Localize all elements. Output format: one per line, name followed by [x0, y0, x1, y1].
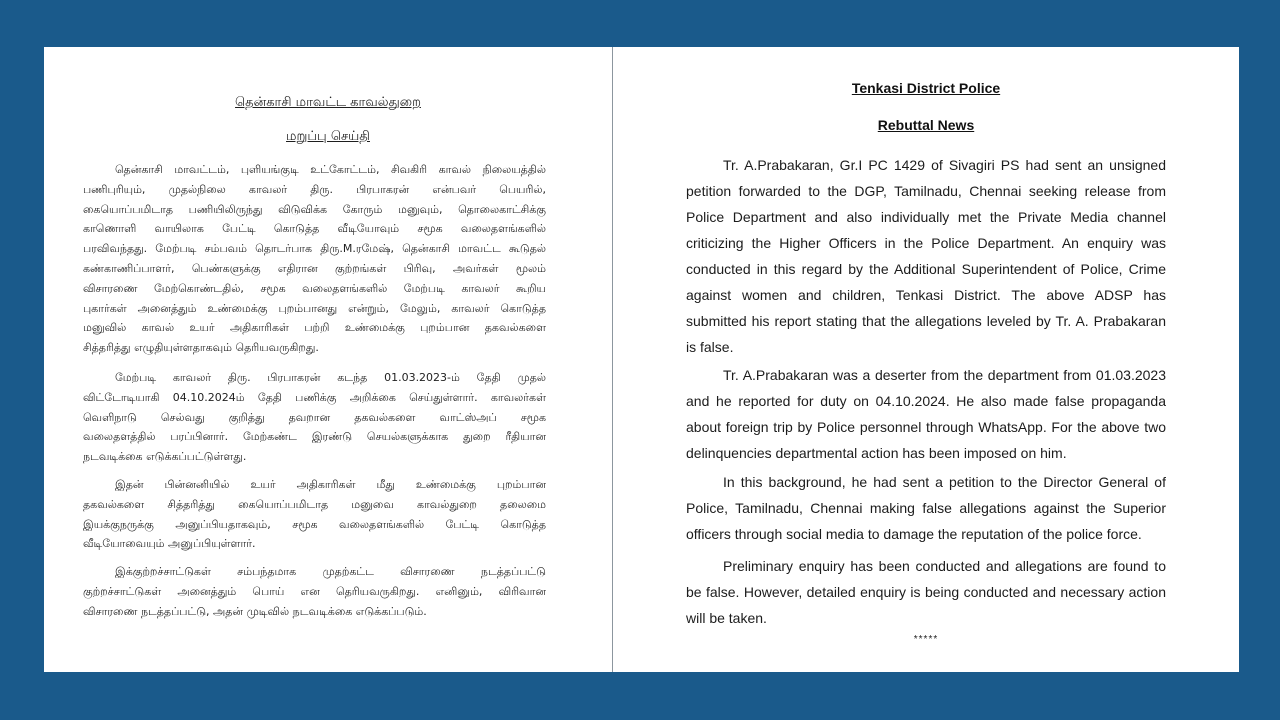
- english-document-page: [613, 47, 1239, 672]
- tamil-text-line: சித்தரித்து எழுதியுள்ளதாகவும் தெரியவருகிறது.: [83, 341, 319, 355]
- tamil-text-line: மேற்படி காவலர் திரு. பிரபாகரன் கடந்த 01.03.2023-ம் தேதி முதல்: [115, 370, 546, 384]
- english-document-subtitle: Rebuttal News: [877, 117, 975, 133]
- tamil-text-line: காணொளி வாயிலாக பேட்டி கொடுத்த வீடியோவும் சமூக வலைதளங்களில்: [83, 222, 546, 236]
- english-document-title: Tenkasi District Police: [851, 80, 1001, 96]
- tamil-paragraph: [83, 562, 546, 621]
- english-text-line: will be taken.: [686, 610, 767, 626]
- tamil-text-line: தகவல்களை சித்தரித்து கையொப்பமிடாத மனுவை காவல்துறை தலைமை: [83, 497, 546, 511]
- tamil-text-line: விசாரணை மேற்கொண்டதில், சமூக வலைதளங்களில் மேற்படி காவலர் கூறிய: [83, 281, 546, 295]
- english-text-line: conducted in this regard by the Additional Superintendent of Police, Crime: [686, 261, 1166, 277]
- tamil-text-line: நடவடிக்கை எடுக்கப்பட்டுள்ளது.: [83, 450, 247, 464]
- english-text-line: be false. However, detailed enquiry is being conducted and necessary action: [686, 584, 1166, 600]
- tamil-text-line: பணிபுரியும், முதல்நிலை காவலர் திரு. பிரபாகரன் என்பவர் பெயரில்,: [83, 182, 546, 196]
- tamil-text-line: இதன் பின்னனியில் உயர் அதிகாரிகள் மீது உண்மைக்கு புறம்பான: [115, 477, 546, 491]
- tamil-text-line: இயக்குநருக்கு அனுப்பியதாகவும், சமூக வலைதளங்களில் பேட்டி கொடுத்த: [83, 517, 546, 531]
- english-text-line: Preliminary enquiry has been conducted and allegations are found to: [723, 558, 1166, 574]
- english-text-line: Police Department and also individually met the Private Media channel: [686, 209, 1166, 225]
- english-text-line: about foreign trip by Police personnel through WhatsApp. For the above two: [686, 419, 1166, 435]
- english-text-line: petition forwarded to the DGP, Tamilnadu, Chennai seeking release from: [686, 183, 1166, 199]
- tamil-text-line: புகார்கள் அனைத்தும் உண்மைக்கு புறம்பானது என்றும், மேலும், காவலர் கொடுத்த: [83, 301, 546, 315]
- english-text-line: is false.: [686, 339, 734, 355]
- english-text-line: submitted his report stating that the allegations leveled by Tr. A. Prabakaran: [686, 313, 1166, 329]
- english-text-line: against women and children, Tenkasi District. The above ADSP has: [686, 287, 1166, 303]
- english-text-line: delinquencies departmental action has been imposed on him.: [686, 445, 1067, 461]
- english-paragraph: [686, 553, 1166, 631]
- tamil-text-line: பரவிவந்தது. மேற்படி சம்பவம் தொடர்பாக திரு.M.ரமேஷ், தென்காசி மாவட்ட கூடுதல்: [83, 242, 546, 256]
- tamil-text-line: தென்காசி மாவட்டம், புளியங்குடி உட்கோட்டம், சிவகிரி காவல் நிலையத்தில்: [115, 163, 546, 176]
- tamil-text-line: இக்குற்றச்சாட்டுகள் சம்பந்தமாக முதற்கட்ட விசாரணை நடத்தப்பட்டு: [115, 564, 546, 578]
- tamil-paragraph: [83, 160, 546, 358]
- tamil-text-line: விசாரணை நடத்தப்பட்டு, அதன் முடிவில் நடவடிக்கை எடுக்கப்படும்.: [83, 604, 427, 618]
- end-of-document-mark: *****: [913, 634, 939, 645]
- tamil-text-line: குற்றச்சாட்டுகள் அனைத்தும் பொய் என தெரியவருகிறது. எனினும், விரிவான: [83, 584, 546, 598]
- tamil-text-line: வெளிநாடு செல்வது குறித்து தவறான தகவல்களை வாட்ஸ்அப் சமூக: [83, 410, 546, 424]
- tamil-text-line: வலைதளத்தில் பரப்பினார். மேற்கண்ட இரண்டு செயல்களுக்காக துறை ரீதியான: [83, 430, 546, 444]
- tamil-text-line: கையொப்பமிடாத பணியிலிருந்து விடுவிக்க கோரும் மனுவும், தொலைகாட்சிக்கு: [83, 202, 546, 216]
- tamil-text-line: விட்டோடியாகி 04.10.2024ம் தேதி பணிக்கு அறிக்கை செய்துள்ளார். காவலர்கள்: [83, 390, 546, 404]
- english-paragraph: [686, 152, 1166, 360]
- tamil-paragraph: [83, 475, 546, 554]
- english-paragraph: [686, 362, 1166, 466]
- english-paragraph: [686, 469, 1166, 547]
- tamil-document-page: [44, 47, 612, 672]
- tamil-text-line: கண்காணிப்பாளர், பெண்களுக்கு எதிரான குற்றங்கள் பிரிவு, அவர்கள் மூலம்: [83, 261, 546, 275]
- tamil-text-line: மனுவில் காவல் உயர் அதிகாரிகள் பற்றி உண்மைக்கு புறம்பான தகவல்களை: [83, 321, 546, 335]
- tamil-paragraph: [83, 368, 546, 467]
- tamil-document-subtitle: மறுப்பு செய்தி: [286, 129, 370, 144]
- english-text-line: criticizing the Higher Officers in the Police Department. An enquiry was: [686, 235, 1166, 251]
- english-text-line: and he reported for duty on 04.10.2024. He also made false propaganda: [686, 393, 1166, 409]
- tamil-text-line: வீடியோவையும் அனுப்பியுள்ளார்.: [83, 537, 256, 551]
- english-text-line: Tr. A.Prabakaran was a deserter from the department from 01.03.2023: [723, 367, 1166, 383]
- english-document-body: [686, 152, 1166, 647]
- english-text-line: Tr. A.Prabakaran, Gr.I PC 1429 of Sivagiri PS had sent an unsigned: [723, 157, 1166, 173]
- tamil-document-title: தென்காசி மாவட்ட காவல்துறை: [235, 95, 421, 110]
- english-text-line: officers through social media to damage the reputation of the police force.: [686, 526, 1142, 542]
- tamil-document-body: [83, 160, 546, 621]
- english-text-line: Police, Tamilnadu, Chennai making false allegations against the Superior: [686, 500, 1166, 516]
- english-text-line: In this background, he had sent a petition to the Director General of: [723, 474, 1166, 490]
